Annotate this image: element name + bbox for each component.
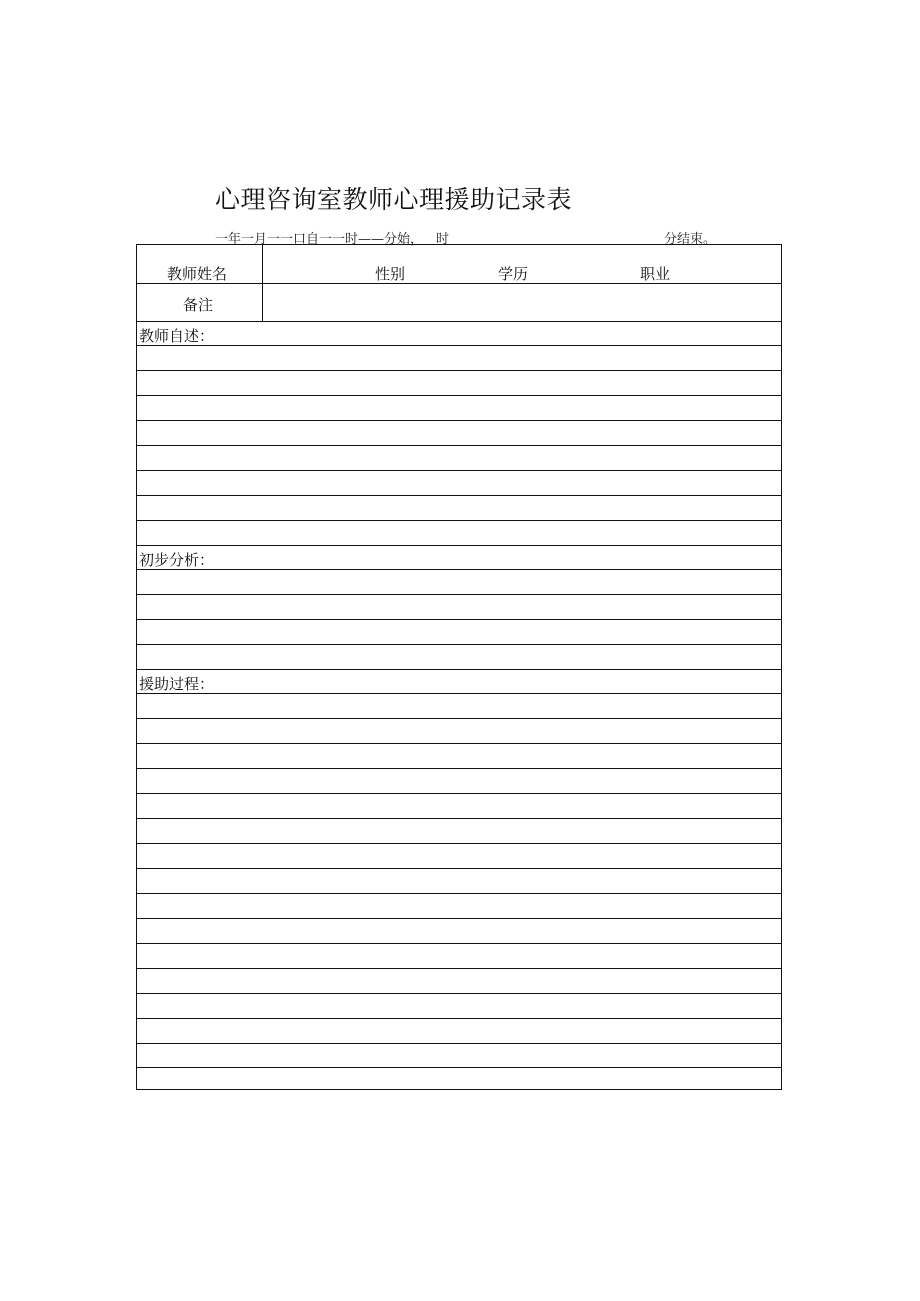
writing-line <box>137 594 781 595</box>
writing-line <box>137 345 781 346</box>
writing-line <box>137 520 781 521</box>
writing-line <box>137 1018 781 1019</box>
writing-line <box>137 893 781 894</box>
page-title: 心理咨询室教师心理援助记录表 <box>215 185 573 214</box>
writing-line <box>137 395 781 396</box>
writing-line <box>137 743 781 744</box>
remarks-row-divider <box>137 321 781 322</box>
occupation-field[interactable] <box>674 245 779 283</box>
remarks-label: 备注 <box>183 296 214 314</box>
name-label: 教师姓名 <box>167 265 228 283</box>
writing-line <box>137 495 781 496</box>
writing-line <box>137 470 781 471</box>
writing-line <box>137 818 781 819</box>
writing-line <box>137 943 781 944</box>
writing-line <box>137 718 781 719</box>
remarks-field[interactable] <box>264 284 781 321</box>
self-statement-label: 教师自述： <box>139 327 215 345</box>
gender-field[interactable] <box>409 245 489 283</box>
occupation-label: 职业 <box>640 265 671 283</box>
education-field[interactable] <box>532 245 632 283</box>
preliminary-analysis-label: 初步分析： <box>139 551 215 569</box>
writing-line <box>137 644 781 645</box>
assistance-process-label: 援助过程： <box>139 675 215 693</box>
writing-line <box>137 1043 781 1044</box>
writing-line <box>137 993 781 994</box>
record-form <box>136 244 782 1090</box>
writing-line <box>137 793 781 794</box>
label-column-divider <box>262 245 263 321</box>
writing-line <box>137 569 781 570</box>
education-label: 学历 <box>498 265 529 283</box>
time-line-end: 分结束。 <box>663 232 716 247</box>
writing-line <box>137 445 781 446</box>
gender-label: 性别 <box>375 265 406 283</box>
writing-line <box>137 918 781 919</box>
section-divider <box>137 669 781 670</box>
section-divider <box>137 545 781 546</box>
writing-line <box>137 1067 781 1068</box>
time-line-start: 一年一月一一口自一一时——分始，＿时 <box>215 232 450 247</box>
writing-line <box>137 693 781 694</box>
writing-line <box>137 768 781 769</box>
writing-line <box>137 868 781 869</box>
writing-line <box>137 968 781 969</box>
writing-line <box>137 370 781 371</box>
writing-line <box>137 843 781 844</box>
writing-line <box>137 420 781 421</box>
writing-line <box>137 619 781 620</box>
time-line <box>215 228 720 245</box>
